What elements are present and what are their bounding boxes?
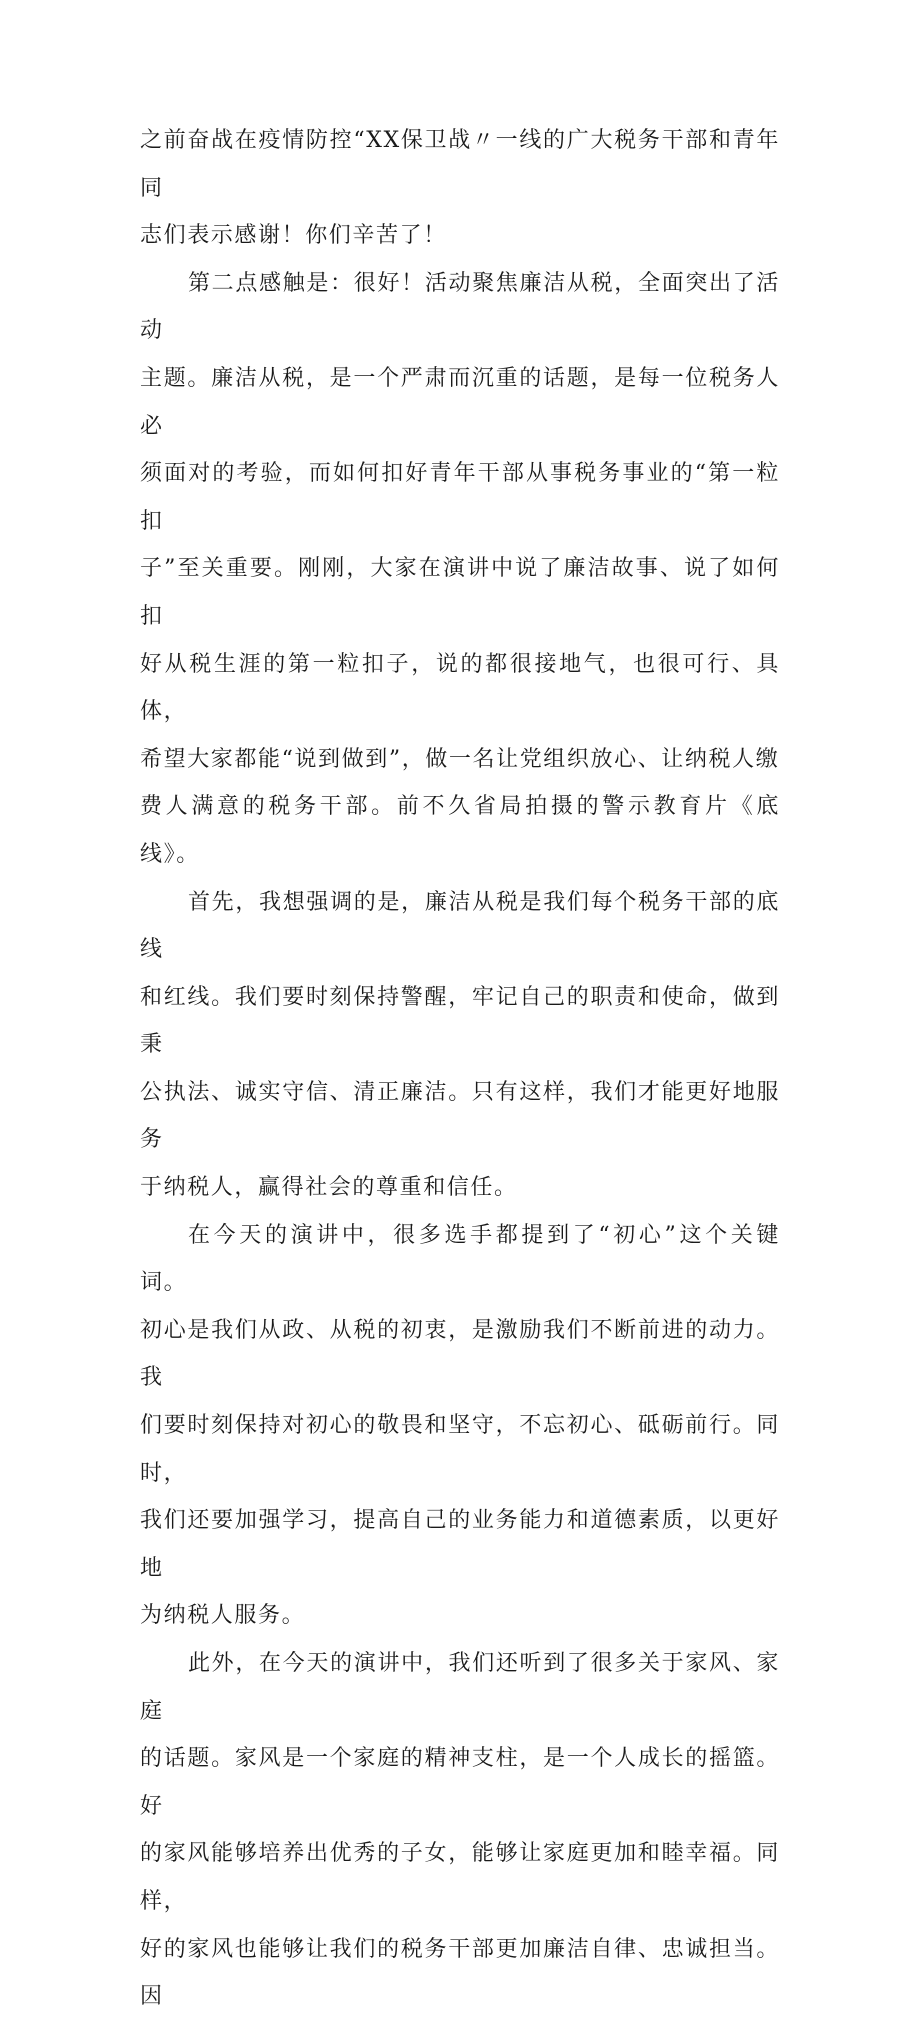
text-line: 为纳税人服务。 [140, 1603, 306, 1629]
text-line: 我们还要加强学习，提高自己的业务能力和道德素质，以更好地 [140, 1508, 780, 1581]
text-line: 此外，在今天的演讲中，我们还听到了很多关于家风、家庭 [140, 1651, 780, 1724]
paragraph-2 [140, 260, 780, 879]
paragraph-5 [140, 1640, 780, 2021]
text-line: 的话题。家风是一个家庭的精神支柱，是一个人成长的摇篮。好 [140, 1746, 780, 1819]
text-line: 好的家风也能够让我们的税务干部更加廉洁自律、忠诚担当。因 [140, 1936, 780, 2010]
paragraph-3 [140, 879, 780, 1212]
text-line: 之前奋战在疫情防控“XX保卫战〃一线的广大税务干部和青年同 [140, 128, 780, 201]
document-body [140, 117, 780, 2021]
text-line: 首先，我想强调的是，廉洁从税是我们每个税务干部的底线 [140, 889, 780, 963]
paragraph-4 [140, 1212, 780, 1640]
text-line: 的家风能够培养出优秀的子女，能够让家庭更加和睦幸福。同样， [140, 1841, 780, 1914]
text-line: 志们表示感谢！你们辛苦了！ [140, 223, 447, 249]
text-line: 好从税生涯的第一粒扣子，说的都很接地气，也很可行、具体， [140, 651, 780, 725]
paragraph-1 [140, 117, 780, 260]
text-line: 主题。廉洁从税，是一个严肃而沉重的话题，是每一位税务人必 [140, 365, 780, 439]
text-line: 费人满意的税务干部。前不久省局拍摄的警示教育片《底线》。 [140, 794, 780, 867]
text-line: 希望大家都能“说到做到”，做一名让党组织放心、让纳税人缴 [140, 746, 780, 772]
text-line: 初心是我们从政、从税的初衷，是激励我们不断前进的动力。我 [140, 1317, 780, 1391]
text-line: 公执法、诚实守信、清正廉洁。只有这样，我们才能更好地服务 [140, 1079, 780, 1153]
text-line: 第二点感触是：很好！活动聚焦廉洁从税，全面突出了活动 [140, 270, 780, 344]
text-line: 和红线。我们要时刻保持警醒，牢记自己的职责和使命，做到秉 [140, 984, 780, 1058]
text-line: 子”至关重要。刚刚，大家在演讲中说了廉洁故事、说了如何扣 [140, 556, 780, 629]
text-line: 须面对的考验，而如何扣好青年干部从事税务事业的“第一粒扣 [140, 461, 780, 534]
text-line: 在今天的演讲中，很多选手都提到了“初心”这个关键词。 [140, 1222, 780, 1296]
text-line: 们要时刻保持对初心的敬畏和坚守，不忘初心、砥砺前行。同时， [140, 1413, 780, 1486]
text-line: 于纳税人，赢得社会的尊重和信任。 [140, 1175, 518, 1201]
